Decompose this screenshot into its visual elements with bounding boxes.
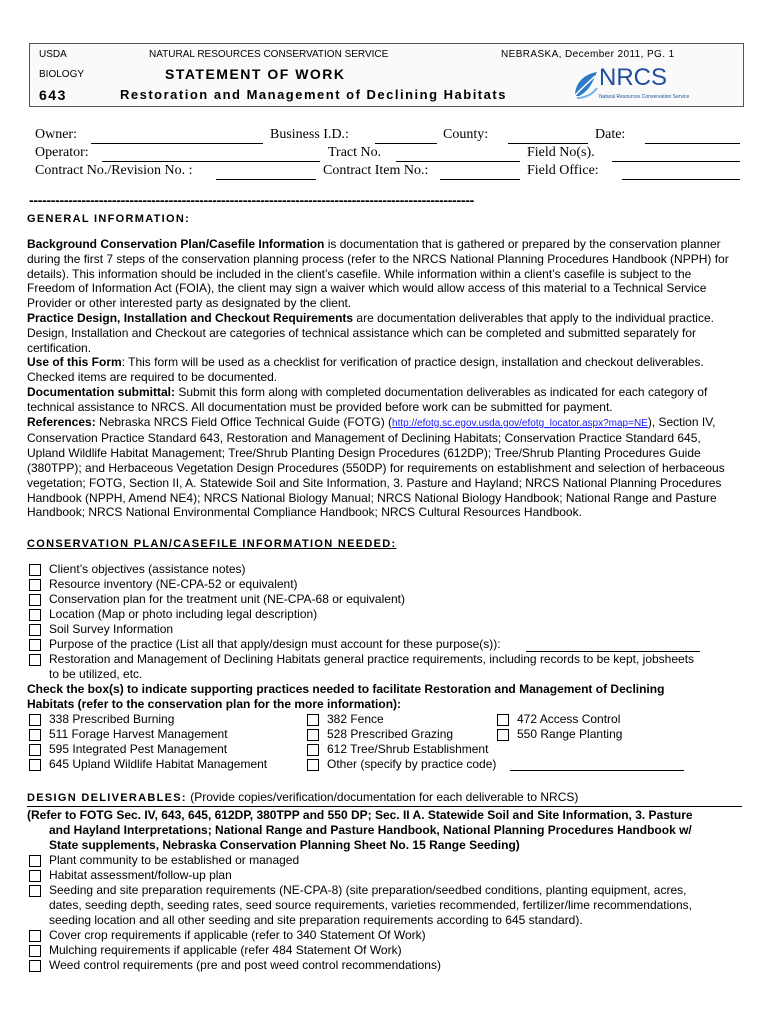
design-refer-line3: State supplements, Nebraska Conservation Planning Sheet No. 15 Range Seeding) [49,838,520,852]
checkbox-338[interactable] [29,714,41,726]
date-label: Date: [595,127,626,142]
field-nos-field[interactable] [612,161,740,162]
design-seeding-line2: dates, seeding depth, seeding rates, seed source requirements, varieties recommended, fertilizer/lime recommendations, [49,898,692,912]
practice-code: 643 [39,87,67,103]
design-heading-label: DESIGN DELIVERABLES: [27,792,187,804]
practice-design-text: are documentation deliverables that apply to the individual practice. Design, Installation and Checkout are categories of technical assistance which can be completed and submitted separately for certification. [27,310,714,355]
design-refer-line2: and Hayland Interpretations; National Range and Pasture Handbook, National Planning Procedures Handbook w/ [49,823,692,837]
checkbox-612[interactable] [307,744,319,756]
practice-595: 595 Integrated Pest Management [49,742,228,756]
check-instruction-line1: Check the box(s) to indicate supporting practices needed to facilitate Restoration and Management of Declining [27,682,665,696]
logo-subtext: Natural Resources Conservation Service [599,94,690,100]
practice-472: 472 Access Control [517,712,621,726]
practice-title: Restoration and Management of Declining Habitats [120,87,507,102]
contract-item-field[interactable] [440,179,520,180]
design-heading [27,790,578,804]
field-nos-label: Field No(s). [527,145,595,160]
checkbox-595[interactable] [29,744,41,756]
general-info-body [27,237,742,520]
design-rule [27,806,742,807]
use-form-label: Use of this Form [27,355,122,370]
doc-type-title: STATEMENT OF WORK [165,66,346,82]
checkbox-objectives[interactable] [29,564,41,576]
checkbox-528[interactable] [307,729,319,741]
item-conservation-plan: Conservation plan for the treatment unit (NE-CPA-68 or equivalent) [49,592,405,606]
divider-dashes: ------------------------------------------------------------------------------------------------------ [29,192,474,208]
design-habitat-assessment: Habitat assessment/follow-up plan [49,868,232,882]
nrcs-leaf-icon [571,68,599,100]
background-label: Background Conservation Plan/Casefile Information [27,237,325,251]
design-weed-control: Weed control requirements (pre and post weed control recommendations) [49,958,441,972]
checkbox-conservation-plan[interactable] [29,594,41,606]
checkbox-472[interactable] [497,714,509,726]
checkbox-plant-community[interactable] [29,855,41,867]
nrcs-logo [571,64,690,104]
checkbox-soil-survey[interactable] [29,624,41,636]
county-label: County: [443,127,489,142]
design-heading-note: (Provide copies/verification/documentation for each deliverable to NRCS) [186,790,579,804]
checkbox-seeding[interactable] [29,885,41,897]
references-label: References: [27,414,96,429]
checkbox-511[interactable] [29,729,41,741]
use-form-text: : This form will be used as a checklist for verification of practice design, installation and checkout deliverables. Checked items are required to be documented. [27,355,704,385]
practice-design-label: Practice Design, Installation and Checkout Requirements [27,310,354,325]
checkbox-resource-inventory[interactable] [29,579,41,591]
field-office-field[interactable] [622,179,740,180]
general-info-heading: GENERAL INFORMATION: [27,213,191,225]
checkbox-645[interactable] [29,759,41,771]
business-id-field[interactable] [375,143,437,144]
background-text: is documentation that is gathered or prepared by the conservation planner during the first 7 steps of the conservation planning process (refer to the NRCS National Planning Procedures Handbook (NPPH) for details). This information should be included in the client’s casefile. While information within a client’s casefile is subject to the Freedom of Information Act (FOIA), the client may sign a waiver which would allow access of this material to a Technical Service Provider or other interested party as designated by the client. [27,237,729,311]
conservation-heading: CONSERVATION PLAN/CASEFILE INFORMATION NEEDED: [27,538,397,550]
design-seeding-line1: Seeding and site preparation requirements (NE-CPA-8) (site preparation/seedbed conditions, planting equipment, acres, [49,883,687,897]
contract-field[interactable] [216,179,316,180]
references-text-b: ), Section IV, Conservation Practice Standard 643, Restoration and Management of Declining Habitats; Conservation Practice Standard 645, Upland Wildlife Habitat Management; Tree/Shrub Planting Design Procedures (612DP); Tree/Shrub Planting Procedures Guide (380TPP); and Herbaceous Vegetation Design Procedures (550DP) for requirements on establishment and selection of herbaceous vegetation; FOTG, Section II, A. Statewide Soil and Site Information, 3. Pasture and Hayland; NRCS National Planning Procedures Handbook (NPPH, Amend NE4); NRCS National Biology Manual; NRCS National Biology Handbook; National Range and Pasture Handbook; NRCS National Environmental Compliance Handbook; NRCS Cultural Resources Handbook. [27,414,725,520]
check-instruction-line2: Habitats (refer to the conservation plan for the more information): [27,697,402,711]
service-label: NATURAL RESOURCES CONSERVATION SERVICE [149,49,389,60]
checkbox-other[interactable] [307,759,319,771]
checkbox-cover-crop[interactable] [29,930,41,942]
design-seeding-line3: seeding location and all other seeding and site preparation requirements according to 645 standard). [49,913,583,927]
checkbox-382[interactable] [307,714,319,726]
design-plant-community: Plant community to be established or managed [49,853,300,867]
checkbox-mulching[interactable] [29,945,41,957]
doc-submittal-label: Documentation submittal: [27,384,176,399]
practice-511: 511 Forage Harvest Management [49,727,228,741]
checkbox-550[interactable] [497,729,509,741]
item-location: Location (Map or photo including legal description) [49,607,318,621]
item-general-requirements: Restoration and Management of Declining Habitats general practice requirements, including records to be kept, jobsheets [49,652,695,666]
item-objectives: Client’s objectives (assistance notes) [49,562,246,576]
practice-other: Other (specify by practice code) [327,757,497,771]
item-resource-inventory: Resource inventory (NE-CPA-52 or equivalent) [49,577,298,591]
field-office-label: Field Office: [527,163,599,178]
discipline-label: BIOLOGY [39,69,85,80]
checkbox-purpose[interactable] [29,639,41,651]
other-practice-field[interactable] [510,770,684,771]
item-purpose: Purpose of the practice (List all that apply/design must account for these purpose(s)): [49,637,501,651]
operator-field[interactable] [102,161,320,162]
header-box [29,43,744,107]
owner-field[interactable] [91,143,263,144]
practice-382: 382 Fence [327,712,384,726]
state-date-label: NEBRASKA, December 2011, PG. 1 [501,49,675,60]
fotg-link[interactable]: http://efotg.sc.egov.usda.gov/efotg_locator.aspx?map=NE [392,417,648,429]
operator-label: Operator: [35,145,89,160]
checkbox-weed-control[interactable] [29,960,41,972]
doc-submittal-text: Submit this form along with completed documentation deliverables as indicated for each category of technical assistance to NRCS. All documentation must be provided before work can be submitted for payment. [27,384,708,414]
practice-645: 645 Upland Wildlife Habitat Management [49,757,268,771]
contract-label: Contract No./Revision No. : [35,163,193,178]
agency-label: USDA [39,49,67,60]
references-text-a: Nebraska NRCS Field Office Technical Guide (FOTG) ( [95,414,393,429]
checkbox-location[interactable] [29,609,41,621]
logo-text: NRCS [599,64,668,91]
item-general-requirements-cont: to be utilized, etc. [49,667,143,681]
item-soil-survey: Soil Survey Information [49,622,174,636]
practice-612: 612 Tree/Shrub Establishment [327,742,489,756]
design-refer-line1: (Refer to FOTG Sec. IV, 643, 645, 612DP, 380TPP and 550 DP; Sec. II A. Statewide Soil and Site Information, 3. Pasture [27,808,693,822]
practice-528: 528 Prescribed Grazing [327,727,454,741]
practice-550: 550 Range Planting [517,727,623,741]
county-field[interactable] [508,143,588,144]
contract-item-label: Contract Item No.: [323,163,429,178]
date-field[interactable] [645,143,740,144]
practice-338: 338 Prescribed Burning [49,712,175,726]
checkbox-general-requirements[interactable] [29,654,41,666]
tract-label: Tract No. [328,145,382,160]
design-mulching: Mulching requirements if applicable (refer 484 Statement Of Work) [49,943,402,957]
checkbox-habitat-assessment[interactable] [29,870,41,882]
business-id-label: Business I.D.: [270,127,349,142]
design-cover-crop: Cover crop requirements if applicable (refer to 340 Statement Of Work) [49,928,426,942]
tract-field[interactable] [396,161,520,162]
owner-label: Owner: [35,127,77,142]
